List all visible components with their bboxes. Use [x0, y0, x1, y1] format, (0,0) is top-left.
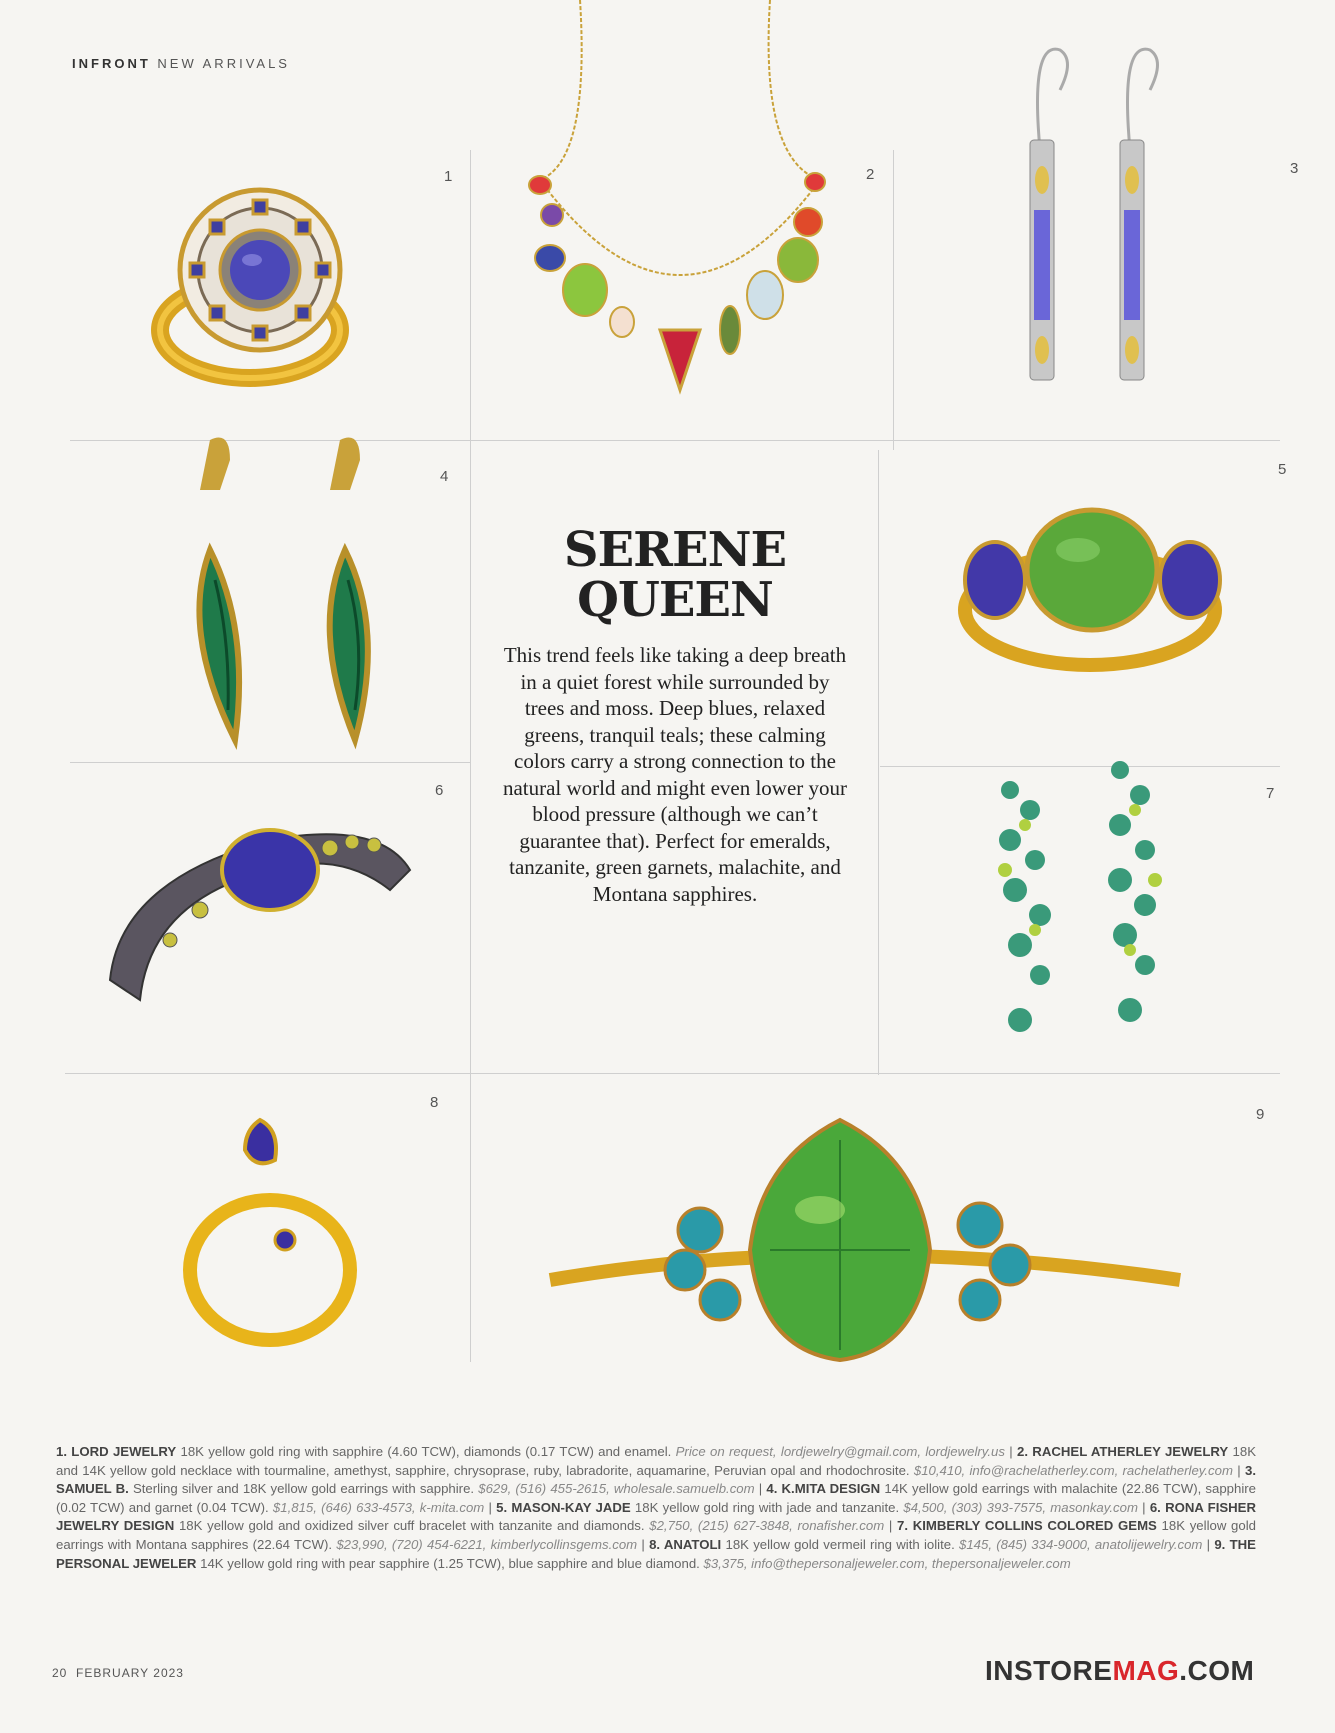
credit-brand: 3. SAMUEL B. — [56, 1462, 1256, 1497]
personal-jeweler-ring-image — [540, 1100, 1190, 1370]
subsection-name: NEW ARRIVALS — [157, 56, 290, 71]
credit-description: 18K yellow gold earrings with Montana sapphires (22.64 TCW). — [56, 1518, 1256, 1552]
site-url-accent: MAG — [1112, 1655, 1180, 1686]
item-number: 7 — [1266, 785, 1275, 802]
feature-title — [470, 522, 880, 628]
credit-separator: | — [754, 1481, 767, 1497]
item-number: 4 — [440, 468, 449, 485]
issue-date: FEBRUARY 2023 — [76, 1666, 184, 1680]
credit-separator: | — [884, 1518, 898, 1534]
kimberly-collins-earrings-image — [980, 750, 1180, 1060]
samuel-b-earrings-image — [1020, 30, 1200, 400]
grid-line — [65, 1073, 1280, 1074]
rona-fisher-cuff-image — [90, 780, 420, 1060]
credit-separator: | — [1232, 1462, 1245, 1478]
credit-contact: $1,815, (646) 633-4573, k-mita.com — [272, 1499, 485, 1515]
credit-description: Sterling silver and 18K yellow gold earrings with sapphire. — [128, 1481, 479, 1497]
credit-description: 18K and 14K yellow gold necklace with tourmaline, amethyst, sapphire, chrysoprase, ruby, labradorite, aquamarine, Peruvian opal and rhodochrosite. — [56, 1444, 1256, 1478]
grid-line — [893, 150, 894, 450]
k-mita-earrings-image — [170, 430, 390, 760]
site-url[interactable] — [985, 1655, 1254, 1687]
credit-description: 18K yellow gold vermeil ring with iolite. — [721, 1536, 959, 1552]
section-label — [72, 56, 290, 71]
credit-brand: 8. ANATOLI — [649, 1536, 722, 1552]
credit-contact: $3,375, info@thepersonaljeweler.com, thepersonaljeweler.com — [703, 1555, 1071, 1571]
site-url-part: INSTORE — [985, 1655, 1113, 1686]
feature-title-line-2: QUEEN — [577, 572, 773, 628]
grid-line — [470, 150, 471, 1362]
credit-separator: | — [1137, 1499, 1150, 1515]
item-number: 6 — [435, 782, 444, 799]
credit-brand: 1. LORD JEWELRY — [56, 1444, 177, 1459]
credit-description: 18K yellow gold ring with jade and tanzanite. — [630, 1499, 904, 1515]
credit-contact: Price on request, lordjewelry@gmail.com, lordjewelry.us — [675, 1444, 1005, 1459]
credit-brand: 7. KIMBERLY COLLINS COLORED GEMS — [897, 1518, 1157, 1534]
rachel-atherley-necklace-image — [510, 0, 850, 430]
anatoli-ring-image — [160, 1100, 400, 1360]
mason-kay-ring-image — [950, 500, 1240, 700]
item-number: 5 — [1278, 461, 1287, 478]
credit-brand: 5. MASON-KAY JADE — [496, 1499, 631, 1515]
item-number: 8 — [430, 1094, 439, 1111]
credit-contact: $2,750, (215) 627-3848, ronafisher.com — [649, 1518, 885, 1534]
credit-description: 18K yellow gold ring with sapphire (4.60 TCW), diamonds (0.17 TCW) and enamel. — [176, 1444, 676, 1459]
credit-contact: $4,500, (303) 393-7575, masonkay.com — [903, 1499, 1138, 1515]
grid-line — [70, 762, 470, 763]
feature-body: This trend feels like taking a deep breath in a quiet forest while surrounded by trees and moss. Deep blues, relaxed greens, tranquil teals; these calming colors carry a strong connection to the natural world and might even lower your blood pressure (although we can’t guarantee that). Perfect for emeralds, tanzanite, green garnets, malachite, and Montana sapphires. — [502, 643, 848, 906]
site-url-part: .COM — [1179, 1655, 1255, 1686]
credit-contact: $629, (516) 455-2615, wholesale.samuelb.com — [478, 1481, 755, 1497]
credit-brand: 2. RACHEL ATHERLEY JEWELRY — [1017, 1444, 1229, 1459]
credit-description: 14K yellow gold earrings with malachite (22.86 TCW), sapphire (0.02 TCW) and garnet (0.04 TCW). — [56, 1481, 1256, 1515]
credit-separator: | — [1005, 1444, 1018, 1459]
credit-separator: | — [484, 1499, 497, 1515]
credit-contact: $10,410, info@rachelatherley.com, rachelatherley.com — [913, 1462, 1233, 1478]
credit-description: 18K yellow gold and oxidized silver cuff bracelet with tanzanite and diamonds. — [174, 1518, 650, 1534]
item-number: 9 — [1256, 1106, 1265, 1123]
product-credits — [56, 1443, 1256, 1573]
item-number: 3 — [1290, 160, 1299, 177]
credit-contact: $145, (845) 334-9000, anatolijewelry.com — [959, 1536, 1203, 1552]
feature-title-line-1: SERENE — [563, 522, 787, 578]
credit-description: 14K yellow gold ring with pear sapphire (1.25 TCW), blue sapphire and blue diamond. — [196, 1555, 704, 1571]
credit-separator: | — [637, 1536, 650, 1552]
section-name: INFRONT — [72, 56, 151, 71]
page-number: 20 — [52, 1666, 68, 1680]
credit-brand: 9. THE PERSONAL JEWELER — [56, 1536, 1256, 1571]
item-number: 1 — [444, 168, 453, 185]
lord-jewelry-ring-image — [140, 180, 380, 400]
credit-contact: $23,990, (720) 454-6221, kimberlycollinsgems.com — [336, 1536, 638, 1552]
page-folio — [52, 1666, 184, 1680]
item-number: 2 — [866, 166, 875, 183]
credit-brand: 4. K.MITA DESIGN — [766, 1481, 881, 1497]
credit-brand: 6. RONA FISHER JEWELRY DESIGN — [56, 1499, 1256, 1534]
credit-separator: | — [1202, 1536, 1215, 1552]
